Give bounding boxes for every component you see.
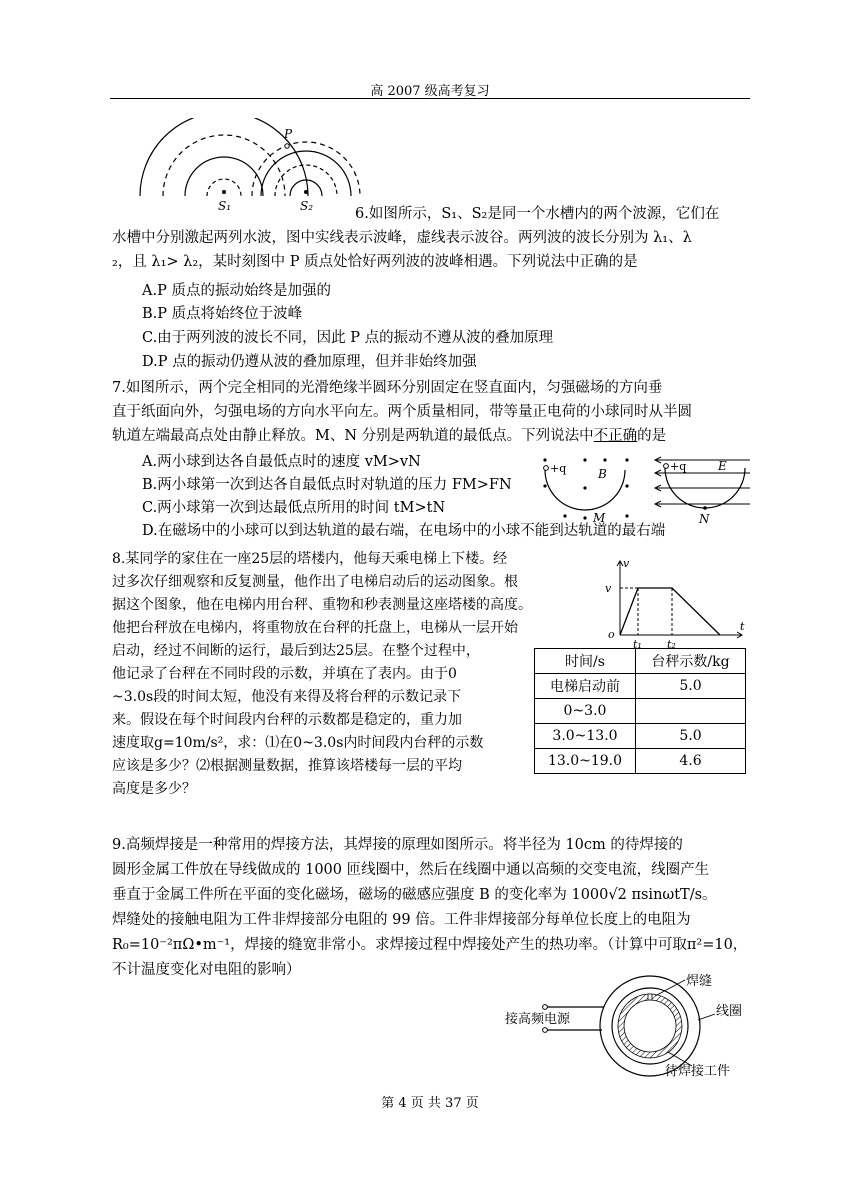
table-cell: 0~3.0: [535, 699, 636, 724]
q9-line5: R₀=10⁻²πΩ•m⁻¹，焊接的缝宽非常小。求焊接过程中焊接处产生的热功率。（计算中可取π²=10，: [112, 937, 748, 953]
table-cell: [636, 699, 746, 724]
weld-seam-label: 焊缝: [686, 974, 713, 989]
q8-line7: ~3.0s段的时间太短，他没有来得及将台秤的示数记录下: [112, 689, 462, 705]
table-header-row: [535, 649, 746, 674]
t-axis-label: t: [740, 620, 745, 633]
scale-reading-table: [534, 648, 746, 774]
table-row: [535, 699, 746, 724]
field-e-label: E: [718, 459, 727, 473]
q7-option-b: B.两小球第一次到达各自最低点时对轨道的压力 FM>FN: [142, 477, 512, 493]
table-row: [535, 674, 746, 699]
page-footer: 第 4 页 共 37 页: [381, 1096, 479, 1111]
charge-label-electric: +q: [670, 460, 687, 473]
q6-option-b: B.P 质点将始终位于波峰: [142, 306, 303, 322]
q7-stem-line3: 轨道左端最高点处由静止释放。M、N 分别是两轨道的最低点。下列说法中不正确的是: [112, 428, 667, 444]
q8-line8: 来。假设在每个时间段内台秤的示数都是稳定的，重力加: [112, 712, 462, 728]
page-header: 高 2007 级高考复习: [370, 84, 490, 99]
q8-line5: 启动，经过不间断的运行，最后到达25层。在整个过程中，: [112, 643, 480, 659]
v-level-label: v: [605, 582, 612, 595]
q7-stem-line1: 7.如图所示，两个完全相同的光滑绝缘半圆环分别固定在竖直面内，匀强磁场的方向垂: [112, 380, 663, 396]
table-row: [535, 724, 746, 749]
column-header-reading: 台秤示数/kg: [636, 649, 746, 674]
q8-line3: 据这个图象，他在电梯内用台秤、重物和秒表测量这座塔楼的高度。: [112, 597, 532, 613]
workpiece-label: 待焊接工件: [665, 1064, 731, 1079]
power-source-label: 接高频电源: [505, 1012, 571, 1027]
source-s2-label: S₂: [300, 199, 314, 213]
q9-line4: 焊缝处的接触电阻为工件非焊接部分电阻的 99 倍。工件非焊接部分每单位长度上的电阻为: [112, 912, 691, 928]
table-cell: 5.0: [636, 674, 746, 699]
charge-label-magnetic: +q: [550, 462, 567, 475]
q6-stem-line3: ₂，且 λ₁> λ₂，某时刻图中 P 质点处恰好两列波的波峰相遇。下列说法中正确的是: [112, 254, 638, 270]
source-s1-label: S₁: [218, 199, 232, 213]
q8-line10: 应该是多少？⑵根据测量数据，推算该塔楼每一层的平均: [112, 758, 462, 774]
wave-interference-figure: [130, 118, 370, 218]
q7-option-a: A.两小球到达各自最低点时的速度 vM>vN: [142, 454, 421, 470]
v-axis-label: v: [623, 557, 630, 570]
point-p-label: P: [284, 127, 293, 141]
q8-line11: 高度是多少？: [112, 781, 196, 797]
welding-coil-figure: [500, 970, 750, 1080]
q6-option-d: D.P 点的振动仍遵从波的叠加原理，但并非始终加强: [142, 354, 477, 370]
t2-label: t₂: [667, 638, 676, 650]
table-row: [535, 749, 746, 774]
table-cell: 5.0: [636, 724, 746, 749]
q8-line9: 速度取g=10m/s²，求：⑴在0~3.0s内时间段内台秤的示数: [112, 735, 484, 751]
origin-label: o: [608, 628, 615, 641]
point-m-label: M: [593, 511, 606, 525]
header-rule: [110, 98, 750, 99]
table-cell: 3.0~13.0: [535, 724, 636, 749]
column-header-time: 时间/s: [535, 649, 636, 674]
q9-line3: 垂直于金属工件所在平面的变化磁场，磁场的磁感应强度 B 的变化率为 1000√2 πsinωtT/s。: [112, 887, 717, 903]
q8-line4: 他把台秤放在电梯内，将重物放在台秤的托盘上，电梯从一层开始: [112, 620, 518, 636]
velocity-time-graph: [600, 555, 750, 650]
t1-label: t₁: [633, 638, 642, 650]
point-n-label: N: [699, 512, 710, 526]
table-cell: 4.6: [636, 749, 746, 774]
q7-option-c: C.两小球第一次到达最低点所用的时间 tM>tN: [142, 500, 446, 516]
q8-line2: 过多次仔细观察和反复测量，他作出了电梯启动后的运动图象。根: [112, 574, 518, 590]
coil-label: 线圈: [716, 1004, 743, 1019]
q6-option-a: A.P 质点的振动始终是加强的: [142, 283, 331, 299]
q6-option-c: C.由于两列波的波长不同，因此 P 点的振动不遵从波的叠加原理: [142, 330, 554, 346]
q7-option-d: D.在磁场中的小球可以到达轨道的最右端，在电场中的小球不能到达轨道的最右端: [142, 523, 666, 539]
q6-stem-line1: 6.如图所示，S₁、S₂是同一个水槽内的两个波源，它们在: [355, 206, 720, 222]
emphasis-not-correct: 不正确: [593, 428, 638, 444]
q8-line1: 8.某同学的家住在一座25层的塔楼内，他每天乘电梯上下楼。经: [112, 551, 508, 567]
field-b-label: B: [598, 467, 607, 481]
q9-line1: 9.高频焊接是一种常用的焊接方法，其焊接的原理如图所示。将半径为 10cm 的待焊接的: [112, 837, 683, 853]
q6-stem-line2: 水槽中分别激起两列水波，图中实线表示波峰，虚线表示波谷。两列波的波长分别为 λ₁、λ: [112, 230, 692, 246]
q9-line6: 不计温度变化对电阻的影响）: [112, 962, 301, 978]
q7-stem-line2: 直于纸面向外，匀强电场的方向水平向左。两个质量相同，带等量正电荷的小球同时从半圆: [112, 404, 692, 420]
q7-figure: [535, 448, 755, 526]
table-cell: 电梯启动前: [535, 674, 636, 699]
q8-line6: 他记录了台秤在不同时段的示数，并填在了表内。由于0: [112, 666, 457, 682]
q9-line2: 圆形金属工件放在导线做成的 1000 匝线圈中，然后在线圈中通以高频的交变电流，线圈产生: [112, 862, 710, 878]
table-cell: 13.0~19.0: [535, 749, 636, 774]
